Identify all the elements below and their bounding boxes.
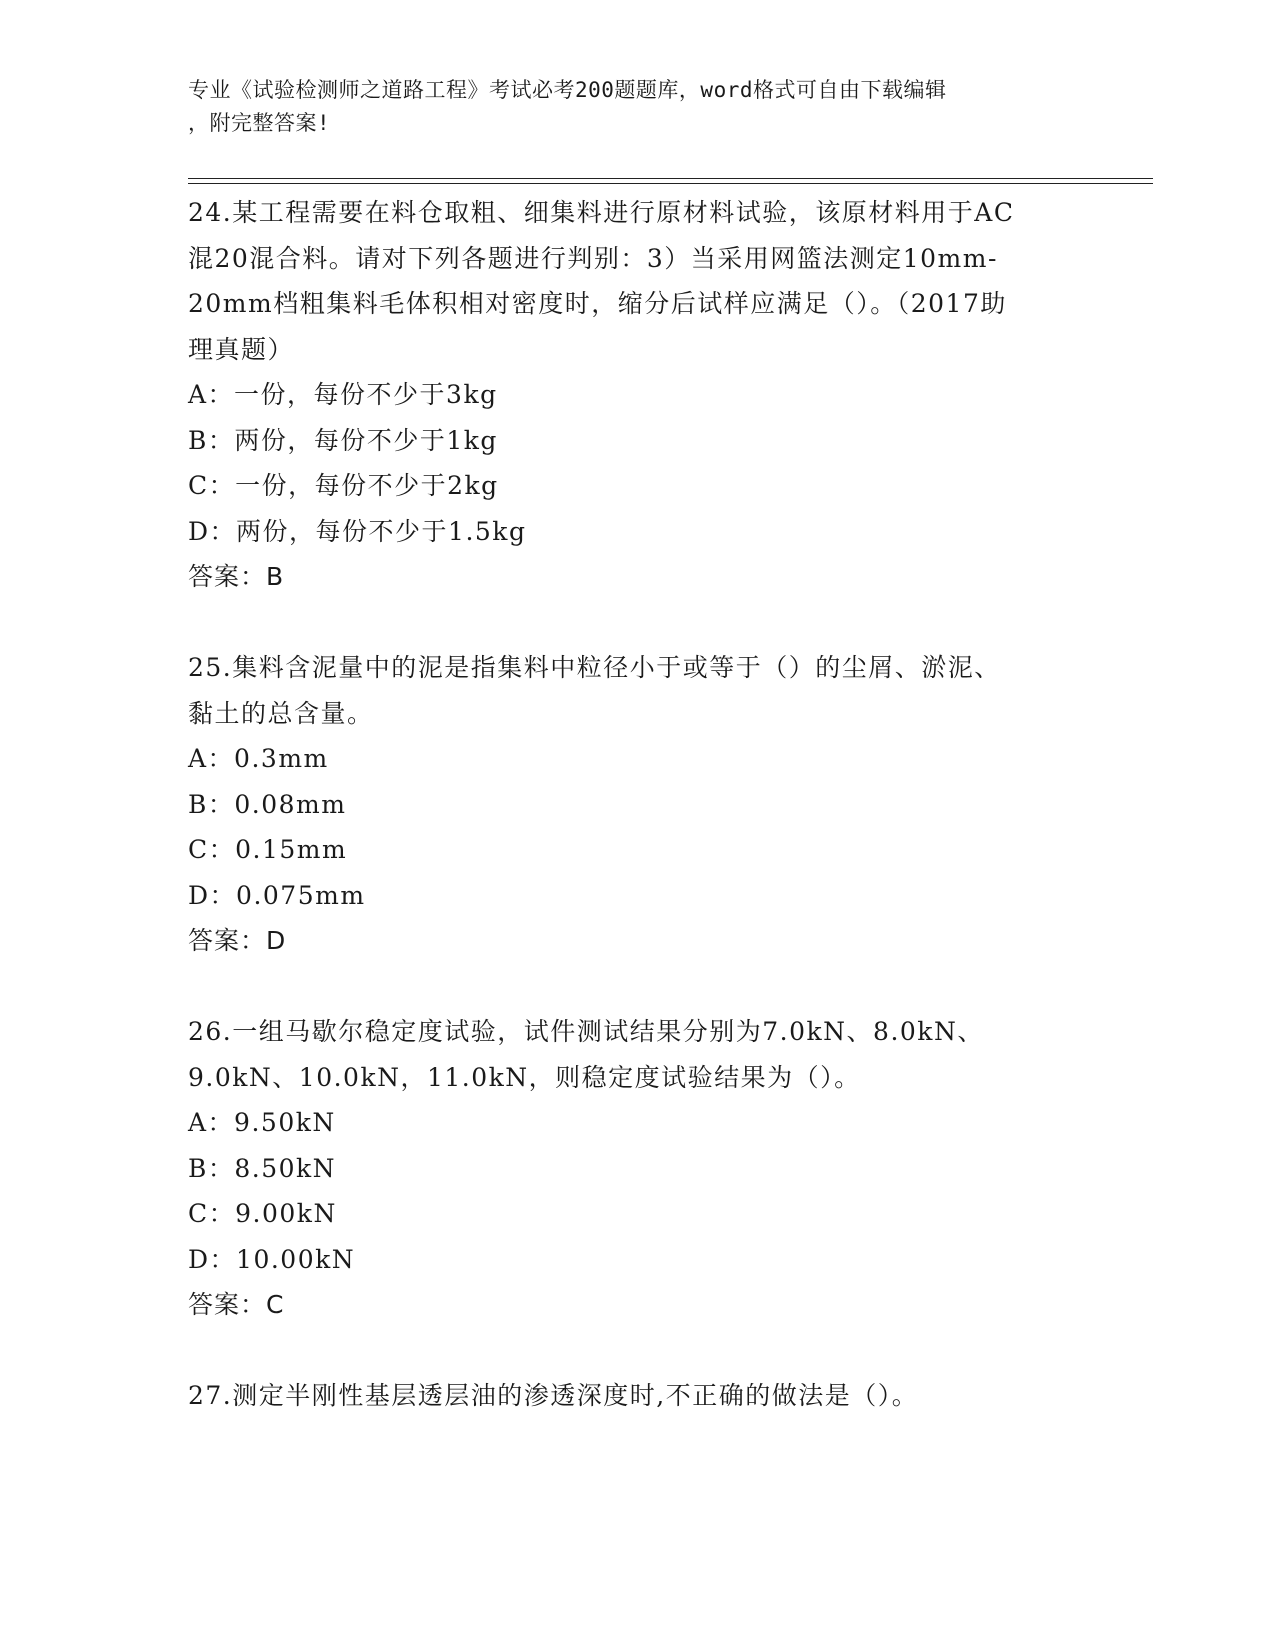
question-stem-line: 理真题） (188, 334, 295, 364)
option-b: B：两份，每份不少于1kg (188, 425, 498, 455)
question-24 (188, 190, 1088, 600)
option-d: D：0.075mm (188, 880, 366, 910)
option-b: B：0.08mm (188, 789, 347, 819)
answer-text: 答案：D (188, 926, 287, 955)
option-a: A：一份，每份不少于3kg (188, 380, 498, 409)
header-title-line-2: ，附完整答案! (188, 111, 331, 135)
option-c: C：9.00kN (188, 1199, 337, 1228)
question-stem-line: 9.0kN、10.0kN，11.0kN，则稳定度试验结果为（）。 (188, 1062, 861, 1092)
option-a: A：0.3mm (188, 744, 329, 773)
question-25 (188, 645, 1088, 964)
question-stem (188, 645, 1088, 736)
option-d: D：10.00kN (188, 1244, 356, 1274)
question-stem-line: 26.一组马歇尔稳定度试验，试件测试结果分别为7.0kN、8.0kN、 (188, 1017, 984, 1046)
spacer (188, 600, 1088, 646)
option-c: C：一份，每份不少于2kg (188, 471, 499, 500)
document-header (188, 74, 1088, 140)
question-stem-line: 24.某工程需要在料仓取粗、细集料进行原材料试验，该原材料用于AC (188, 198, 1015, 227)
header-divider-top (188, 178, 1153, 179)
answer-text: 答案：C (188, 1290, 285, 1319)
question-stem (188, 1009, 1088, 1100)
question-stem (188, 190, 1088, 372)
option-b: B：8.50kN (188, 1153, 337, 1183)
option-c: C：0.15mm (188, 835, 348, 864)
option-d: D：两份，每份不少于1.5kg (188, 516, 527, 546)
question-stem-line: 20mm档粗集料毛体积相对密度时，缩分后试样应满足（）。（2017助 (188, 289, 1007, 318)
question-list (188, 190, 1088, 1419)
question-26 (188, 1009, 1088, 1328)
question-stem-line: 混20混合料。请对下列各题进行判别：3）当采用网篮法测定10mm- (188, 243, 998, 273)
question-stem-line: 27.测定半刚性基层透层油的渗透深度时,不正确的做法是（）。 (188, 1381, 919, 1410)
option-a: A：9.50kN (188, 1108, 336, 1137)
header-title-line-1: 专业《试验检测师之道路工程》考试必考200题题库，word格式可自由下载编辑 (188, 78, 947, 102)
answer-text: 答案：B (188, 562, 285, 591)
spacer (188, 964, 1088, 1010)
question-27 (188, 1373, 1088, 1419)
question-stem-line: 25.集料含泥量中的泥是指集料中粒径小于或等于（）的尘屑、淤泥、 (188, 653, 1001, 682)
question-stem-line: 黏土的总含量。 (188, 698, 374, 728)
question-stem (188, 1373, 1088, 1419)
header-divider-bottom (188, 183, 1153, 184)
spacer (188, 1328, 1088, 1374)
